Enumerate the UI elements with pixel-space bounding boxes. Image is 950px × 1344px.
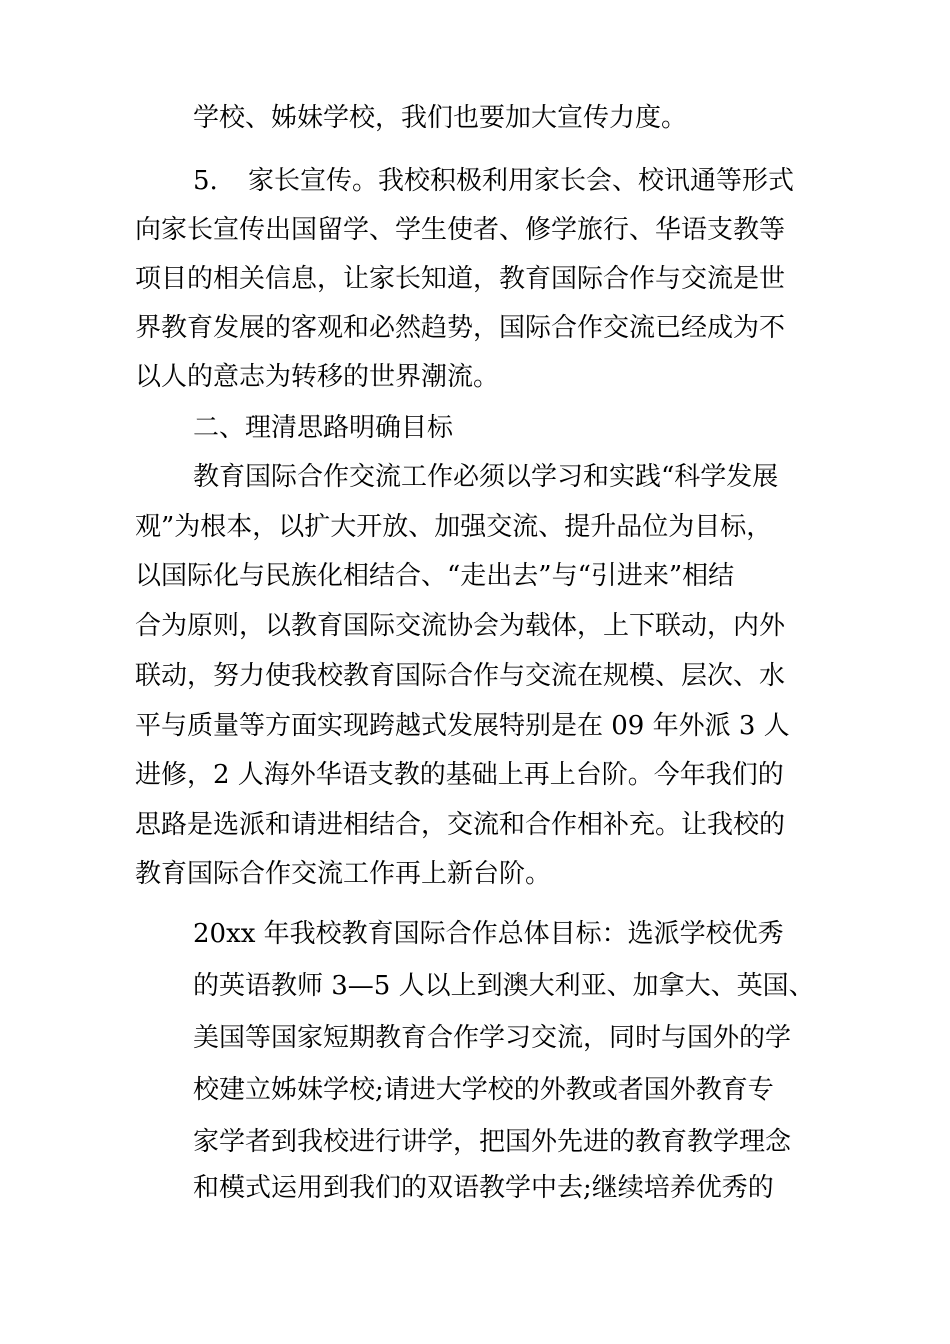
text-line: 教育国际合作交流工作再上新台阶。 — [135, 859, 552, 889]
text-line: 思路是选派和请进相结合，交流和合作相补充。让我校的 — [135, 810, 786, 840]
text-line: 以国际化与民族化相结合、“走出去”与“引进来”相结 — [135, 561, 735, 591]
text-line: 和模式运用到我们的双语教学中去;继续培养优秀的 — [193, 1173, 774, 1203]
text-line: 的英语教师 3—5 人以上到澳大利亚、加拿大、英国、 — [193, 971, 815, 1001]
section-heading: 二、理清思路明确目标 — [193, 413, 454, 443]
text-line: 联动，努力使我校教育国际合作与交流在规模、层次、水 — [135, 661, 786, 691]
list-number: 5. — [193, 166, 218, 196]
text-line: 进修，2 人海外华语支教的基础上再上台阶。今年我们的 — [135, 760, 784, 790]
text-line: 平与质量等方面实现跨越式发展特别是在 09 年外派 3 人 — [135, 711, 790, 741]
text-line: 教育国际合作交流工作必须以学习和实践“科学发展 — [193, 462, 779, 492]
text-line: 向家长宣传出国留学、学生使者、修学旅行、华语支教等 — [135, 215, 786, 245]
text-line: 20xx 年我校教育国际合作总体目标：选派学校优秀 — [193, 919, 784, 949]
text-line: 家学者到我校进行讲学，把国外先进的教育教学理念 — [193, 1127, 792, 1157]
text-line: 校建立姊妹学校;请进大学校的外教或者国外教育专 — [193, 1075, 774, 1105]
text-line: 家长宣传。我校积极利用家长会、校讯通等形式 — [248, 166, 795, 196]
text-line: 项目的相关信息，让家长知道，教育国际合作与交流是世 — [135, 264, 786, 294]
text-line: 观”为根本，以扩大开放、加强交流、提升品位为目标， — [135, 512, 773, 542]
text-line: 学校、姊妹学校，我们也要加大宣传力度。 — [193, 103, 688, 133]
text-line: 界教育发展的客观和必然趋势，国际合作交流已经成为不 — [135, 313, 786, 343]
text-line: 美国等国家短期教育合作学习交流，同时与国外的学 — [193, 1023, 792, 1053]
text-line: 合为原则，以教育国际交流协会为载体，上下联动，内外 — [135, 611, 786, 641]
text-line: 以人的意志为转移的世界潮流。 — [135, 362, 500, 392]
